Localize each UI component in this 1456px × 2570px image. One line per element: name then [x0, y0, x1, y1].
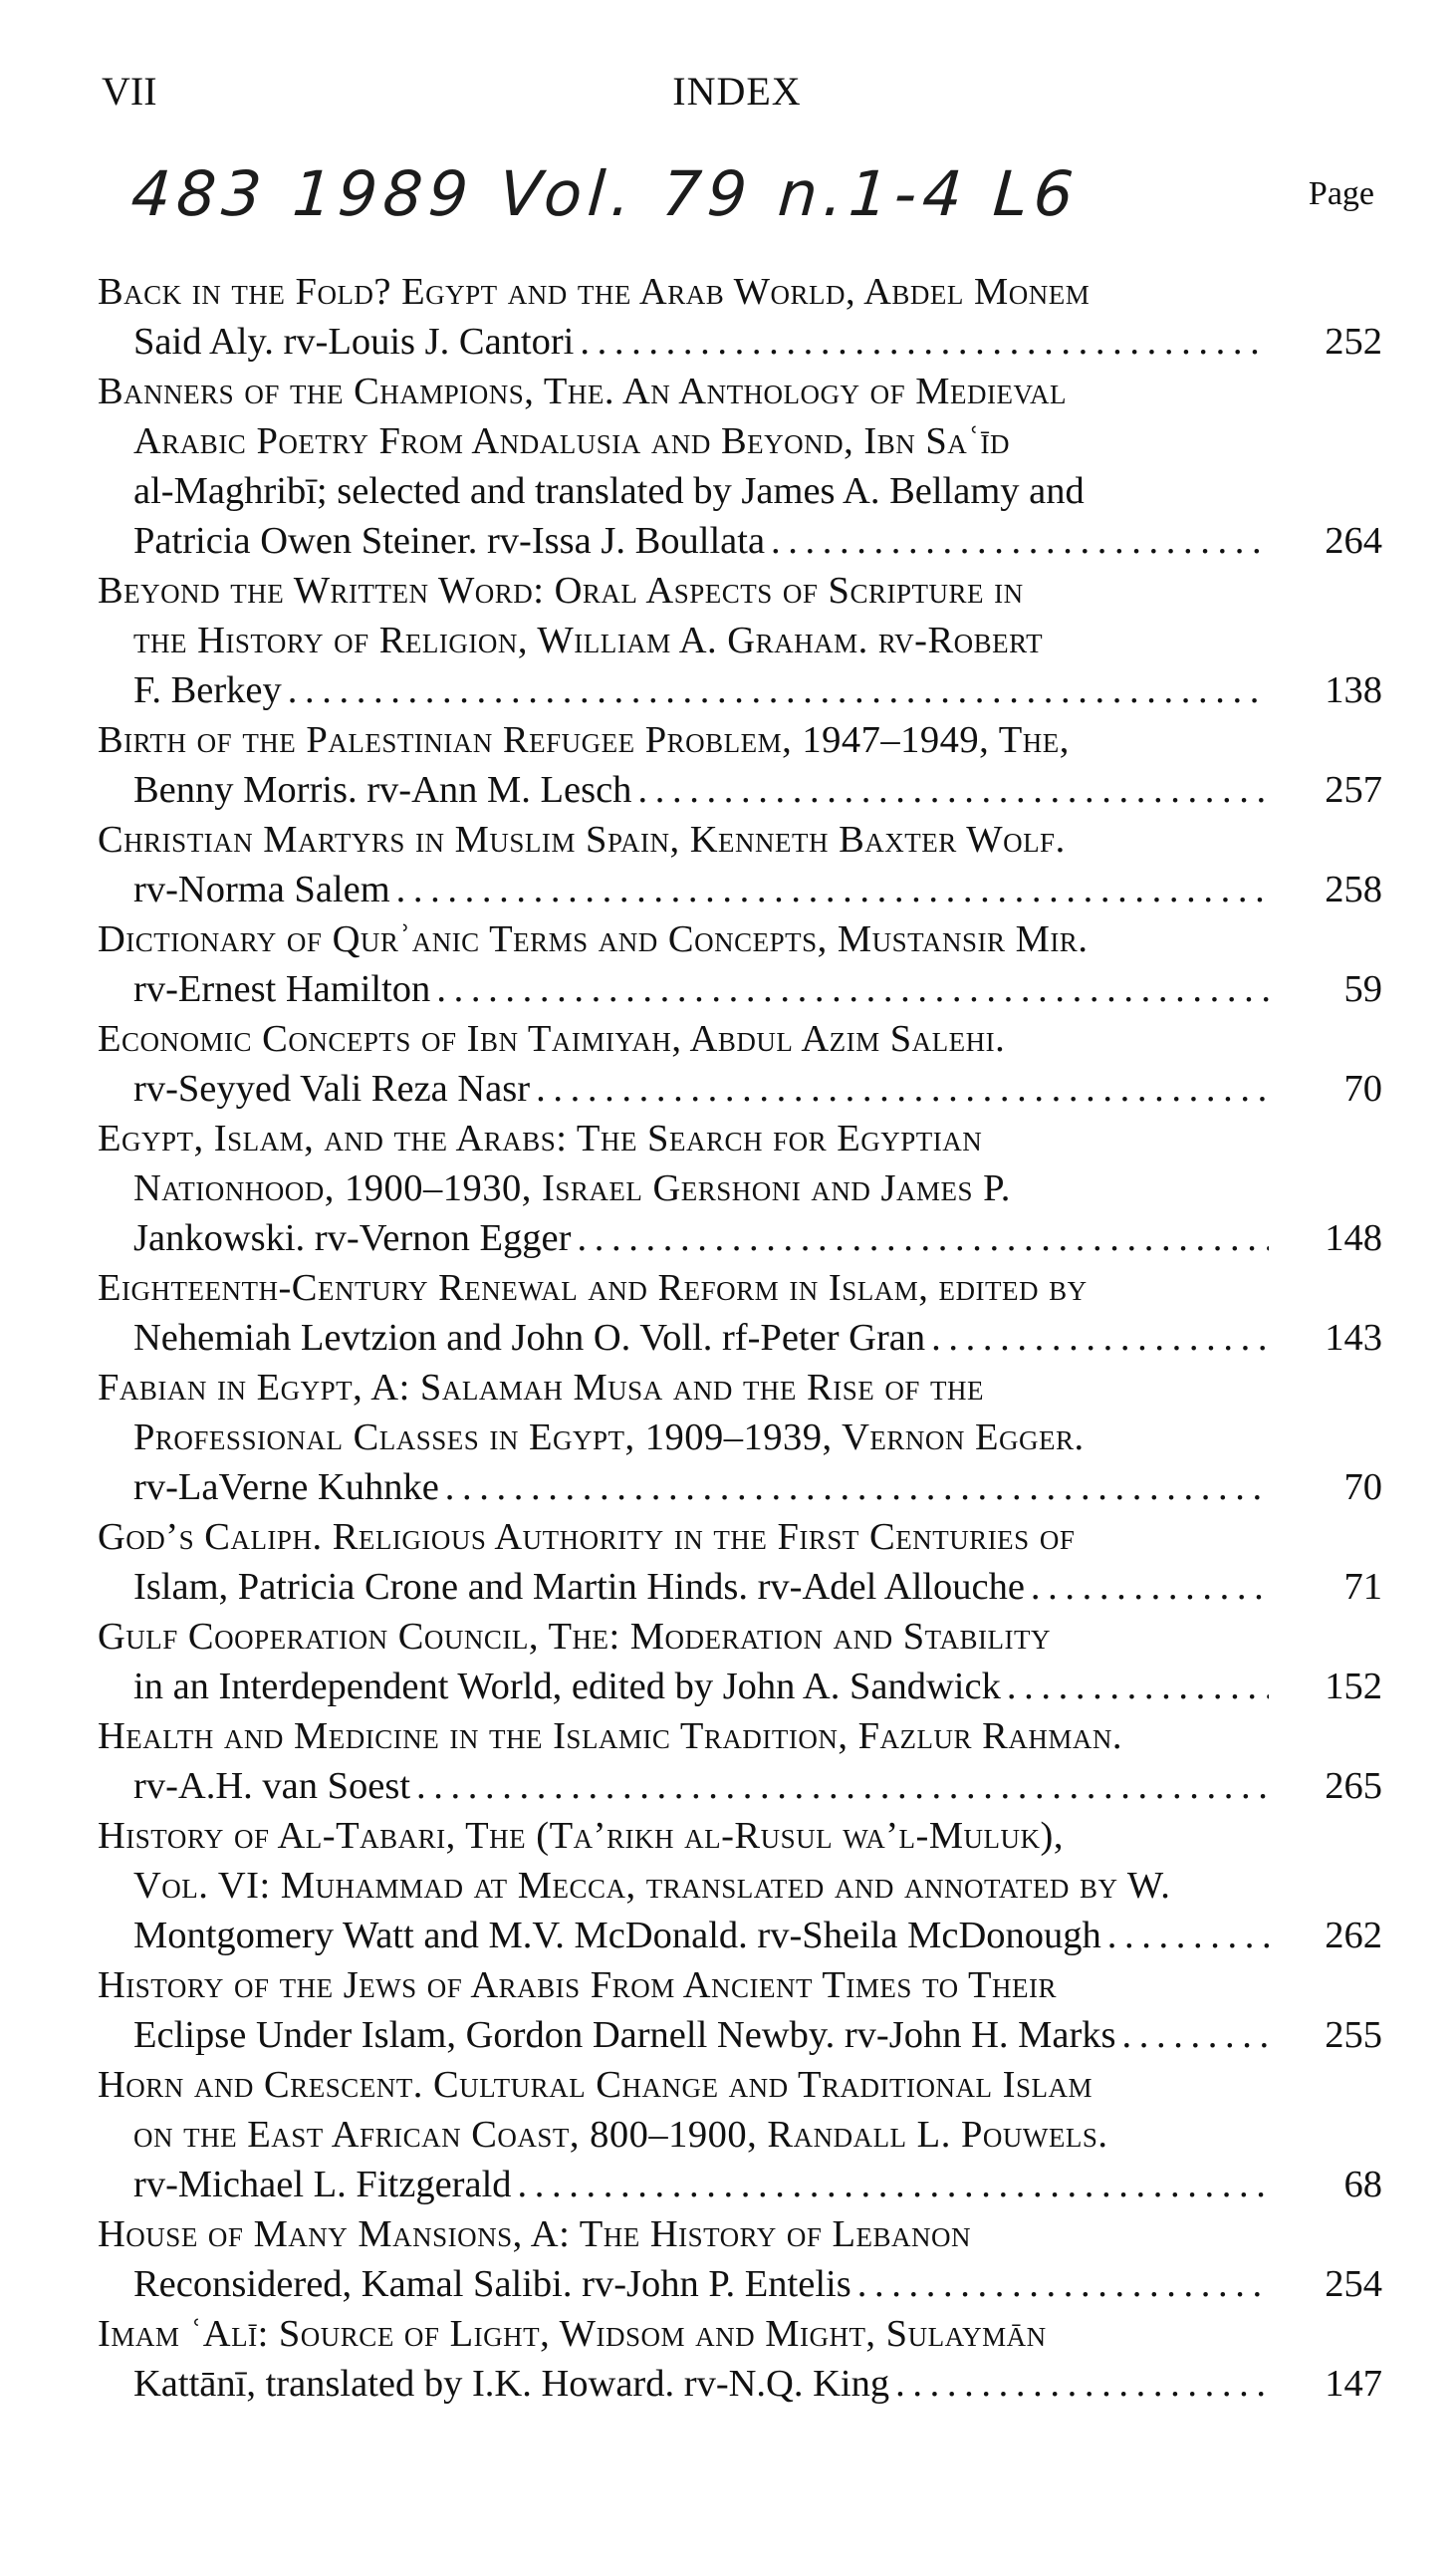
- entry-reviewer-text: Islam, Patricia Crone and Martin Hinds. rv-Adel Allouche: [133, 1566, 1025, 1608]
- entry-reviewer-text: Kattānī, translated by I.K. Howard. rv-N.Q. King: [133, 2363, 890, 2405]
- entry-title-line: [98, 1960, 1269, 2010]
- entry-last-line: [98, 1662, 1269, 1711]
- index-entry: [98, 1612, 1382, 1711]
- entry-title-line: [98, 566, 1269, 616]
- entry-title-text: Fabian in Egypt, A: Salamah Musa and the Rise of the: [98, 1367, 984, 1409]
- entry-page-number: 254: [1325, 2263, 1382, 2305]
- entry-last-line: [98, 765, 1269, 815]
- entry-reviewer-text: rv-Ernest Hamilton: [133, 968, 431, 1010]
- dot-leader: [857, 2259, 1269, 2309]
- entry-title-text: Christian Martyrs in Muslim Spain, Kenneth Baxter Wolf.: [98, 819, 1066, 861]
- entry-title-line: [98, 616, 1269, 665]
- dot-leader: [396, 865, 1269, 914]
- entry-title-text: History of the Jews of Arabis From Ancient Times to Their: [98, 1964, 1058, 2006]
- index-entry: [98, 1014, 1382, 1114]
- index-entry: [98, 367, 1382, 566]
- dot-leader: [895, 2359, 1269, 2409]
- entry-page-number: 258: [1325, 869, 1382, 910]
- entry-page-number: 148: [1325, 1217, 1382, 1259]
- entry-reviewer-text: Patricia Owen Steiner. rv-Issa J. Boullata: [133, 520, 766, 562]
- entry-title-text: Imam ʿAlī: Source of Light, Widsom and Might, Sulaymān: [98, 2313, 1047, 2355]
- entry-reviewer-text: Benny Morris. rv-Ann M. Lesch: [133, 769, 632, 811]
- entry-title-line: [98, 1114, 1269, 1163]
- entry-title-line: [98, 416, 1269, 466]
- dot-leader: [577, 1213, 1269, 1263]
- entry-page-number: 152: [1325, 1666, 1382, 1707]
- entry-title-text: Banners of the Champions, The. An Anthology of Medieval: [98, 371, 1068, 412]
- index-entry: [98, 1363, 1382, 1512]
- handwritten-annotation: 483 1989 Vol. 79 n.1-4 L6: [128, 157, 1083, 230]
- entry-page-number: 71: [1343, 1566, 1382, 1608]
- entry-title-line: [98, 2110, 1269, 2160]
- entry-title-line: [98, 1711, 1269, 1761]
- entry-title-text: Horn and Crescent. Cultural Change and Traditional Islam: [98, 2064, 1092, 2106]
- entry-title-line: [98, 815, 1269, 865]
- entry-title-line: [98, 367, 1269, 416]
- entry-page-number: 68: [1343, 2164, 1382, 2205]
- entry-last-line: [98, 317, 1269, 367]
- entry-page-number: 255: [1325, 2014, 1382, 2056]
- entry-title-line: [98, 1363, 1269, 1413]
- entry-title-text: History of Al-Tabari, The (Ta’rikh al-Rusul wa’l-Muluk),: [98, 1815, 1064, 1857]
- entry-title-text: Health and Medicine in the Islamic Tradition, Fazlur Rahman.: [98, 1715, 1122, 1757]
- entry-page-number: 138: [1325, 669, 1382, 711]
- entry-page-number: 143: [1325, 1317, 1382, 1359]
- entry-page-number: 265: [1325, 1765, 1382, 1807]
- entry-page-number: 70: [1343, 1068, 1382, 1110]
- entry-last-line: [98, 1064, 1269, 1114]
- entry-page-number: 147: [1325, 2363, 1382, 2405]
- entry-last-line: [98, 1911, 1269, 1960]
- entry-reviewer-text: rv-Seyyed Vali Reza Nasr: [133, 1068, 531, 1110]
- dot-leader: [1031, 1562, 1269, 1612]
- entry-title-line: [98, 1811, 1269, 1861]
- entry-title-line: [98, 914, 1269, 964]
- entry-title-line: [98, 715, 1269, 765]
- entry-page-number: 70: [1343, 1466, 1382, 1508]
- entry-page-number: 262: [1325, 1915, 1382, 1956]
- entry-reviewer-text: Eclipse Under Islam, Gordon Darnell Newby. rv-John H. Marks: [133, 2014, 1116, 2056]
- entry-title-line: [98, 2209, 1269, 2259]
- page-column-label: Page: [1308, 175, 1374, 212]
- index-entry: [98, 1711, 1382, 1811]
- dot-leader: [1107, 1911, 1269, 1960]
- index-entry: [98, 914, 1382, 1014]
- entry-title-line: [98, 1014, 1269, 1064]
- entry-title-text: House of Many Mansions, A: The History of Lebanon: [98, 2213, 971, 2255]
- entry-page-number: 257: [1325, 769, 1382, 811]
- entry-page-number: 264: [1325, 520, 1382, 562]
- entry-page-number: 59: [1343, 968, 1382, 1010]
- entry-title-line: [98, 1413, 1269, 1462]
- index-entry: [98, 2209, 1382, 2309]
- entry-reviewer-text: Jankowski. rv-Vernon Egger: [133, 1217, 572, 1259]
- entry-last-line: [98, 2010, 1269, 2060]
- entry-title-text: Nationhood, 1900–1930, Israel Gershoni and James P.: [133, 1167, 1011, 1209]
- entry-title-text: Gulf Cooperation Council, The: Moderation and Stability: [98, 1616, 1051, 1658]
- entry-reviewer-text: Montgomery Watt and M.V. McDonald. rv-Sheila McDonough: [133, 1915, 1101, 1956]
- entry-title-text: Birth of the Palestinian Refugee Problem, 1947–1949, The,: [98, 719, 1070, 761]
- entry-title-text: Eighteenth-Century Renewal and Reform in Islam, edited by: [98, 1267, 1088, 1309]
- entry-last-line: [98, 665, 1269, 715]
- entry-reviewer-text: rv-Norma Salem: [133, 869, 390, 910]
- entry-last-line: [98, 1213, 1269, 1263]
- dot-leader: [931, 1313, 1269, 1363]
- entry-last-line: [98, 1562, 1269, 1612]
- entry-last-line: [98, 2259, 1269, 2309]
- entry-title-line: [98, 1163, 1269, 1213]
- dot-leader: [637, 765, 1269, 815]
- entry-last-line: [98, 865, 1269, 914]
- entry-reviewer-text: Said Aly. rv-Louis J. Cantori: [133, 321, 575, 363]
- entry-title-text: Professional Classes in Egypt, 1909–1939, Vernon Egger.: [133, 1416, 1085, 1458]
- entry-title-line: [98, 2309, 1269, 2359]
- entry-last-line: [98, 964, 1269, 1014]
- entry-title-line: [98, 267, 1269, 317]
- entry-page-number: 252: [1325, 321, 1382, 363]
- entry-last-line: [98, 1761, 1269, 1811]
- index-entry: [98, 1512, 1382, 1612]
- dot-leader: [445, 1462, 1269, 1512]
- index-entry: [98, 566, 1382, 715]
- dot-leader: [288, 665, 1269, 715]
- index-entry: [98, 1960, 1382, 2060]
- index-entry: [98, 267, 1382, 367]
- entry-title-text: Back in the Fold? Egypt and the Arab World, Abdel Monem: [98, 271, 1091, 313]
- dot-leader: [536, 1064, 1269, 1114]
- entry-title-text: Arabic Poetry From Andalusia and Beyond, Ibn Saʿīd: [133, 420, 1011, 462]
- dot-leader: [518, 2160, 1269, 2209]
- dot-leader: [436, 964, 1269, 1014]
- entry-title-line: [98, 1612, 1269, 1662]
- index-entry: [98, 1263, 1382, 1363]
- entry-reviewer-text: rv-LaVerne Kuhnke: [133, 1466, 439, 1508]
- entry-title-text: God’s Caliph. Religious Authority in the First Centuries of: [98, 1516, 1076, 1558]
- index-entry: [98, 715, 1382, 815]
- entry-last-line: [98, 516, 1269, 566]
- entry-reviewer-text: Nehemiah Levtzion and John O. Voll. rf-Peter Gran: [133, 1317, 926, 1359]
- index-entries: [98, 267, 1382, 2409]
- entry-title-text: Economic Concepts of Ibn Taimiyah, Abdul Azim Salehi.: [98, 1018, 1006, 1060]
- entry-title-line: [98, 1263, 1269, 1313]
- dot-leader: [580, 317, 1269, 367]
- page-title: INDEX: [672, 69, 802, 114]
- entry-detail-line: al-Maghribī; selected and translated by James A. Bellamy and: [133, 470, 1085, 512]
- dot-leader: [771, 516, 1269, 566]
- entry-reviewer-text: in an Interdependent World, edited by John A. Sandwick: [133, 1666, 1001, 1707]
- entry-title-text: on the East African Coast, 800–1900, Randall L. Pouwels.: [133, 2114, 1108, 2156]
- dot-leader: [416, 1761, 1269, 1811]
- index-entry: [98, 2309, 1382, 2409]
- entry-reviewer-text: rv-Michael L. Fitzgerald: [133, 2164, 512, 2205]
- entry-title-text: Egypt, Islam, and the Arabs: The Search for Egyptian: [98, 1118, 983, 1159]
- index-entry: [98, 815, 1382, 914]
- dot-leader: [1122, 2010, 1269, 2060]
- entry-reviewer-text: Reconsidered, Kamal Salibi. rv-John P. Entelis: [133, 2263, 851, 2305]
- entry-reviewer-text: rv-A.H. van Soest: [133, 1765, 411, 1807]
- index-entry: [98, 2060, 1382, 2209]
- entry-last-line: [98, 1313, 1269, 1363]
- dot-leader: [1007, 1662, 1269, 1711]
- entry-last-line: [98, 1462, 1269, 1512]
- entry-title-line: [98, 1512, 1269, 1562]
- entry-last-line: [98, 2160, 1269, 2209]
- index-entry: [98, 1811, 1382, 1960]
- index-entry: [98, 1114, 1382, 1263]
- entry-title-text: the History of Religion, William A. Graham. rv-Robert: [133, 620, 1044, 661]
- entry-title-text: Dictionary of Qurʾanic Terms and Concepts, Mustansir Mir.: [98, 918, 1089, 960]
- entry-title-text: Vol. VI: Muhammad at Mecca, translated and annotated by W.: [133, 1865, 1171, 1907]
- entry-last-line: [98, 2359, 1269, 2409]
- entry-reviewer-text: F. Berkey: [133, 669, 282, 711]
- entry-title-line: [98, 1861, 1269, 1911]
- section-number: VII: [102, 69, 157, 114]
- entry-title-line: [98, 2060, 1269, 2110]
- entry-title-text: Beyond the Written Word: Oral Aspects of Scripture in: [98, 570, 1024, 612]
